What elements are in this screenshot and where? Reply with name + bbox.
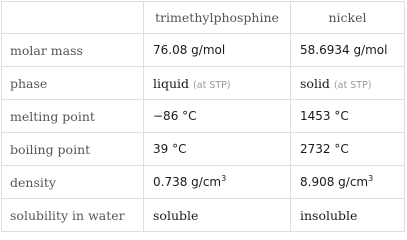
table-row — [2, 100, 405, 133]
row-label-boiling-point: boiling point — [2, 133, 144, 166]
cell-melting-point-nickel: 1453 °C — [291, 100, 405, 133]
comparison-table — [1, 1, 405, 232]
density-value: 8.908 g/cm — [300, 175, 369, 189]
cell-melting-point-trimethylphosphine: −86 °C — [144, 100, 291, 133]
header-nickel: nickel — [291, 2, 405, 34]
row-label-solubility-in-water: solubility in water — [2, 199, 144, 232]
cell-molar-mass-trimethylphosphine: 76.08 g/mol — [144, 34, 291, 67]
cell-boiling-point-trimethylphosphine: 39 °C — [144, 133, 291, 166]
density-exponent: 3 — [368, 174, 374, 183]
phase-note: (at STP) — [333, 79, 372, 91]
cell-solubility-nickel: insoluble — [291, 199, 405, 232]
table-row — [2, 34, 405, 67]
cell-density-nickel — [291, 166, 405, 199]
density-value: 0.738 g/cm — [153, 175, 222, 189]
cell-density-trimethylphosphine — [144, 166, 291, 199]
phase-value: solid — [300, 75, 330, 91]
table-row — [2, 67, 405, 100]
density-exponent: 3 — [221, 174, 227, 183]
cell-phase-nickel — [291, 67, 405, 100]
header-trimethylphosphine: trimethylphosphine — [144, 2, 291, 34]
table-row — [2, 199, 405, 232]
phase-value: liquid — [153, 75, 190, 91]
header-empty-cell — [2, 2, 144, 34]
table-row — [2, 133, 405, 166]
cell-solubility-trimethylphosphine: soluble — [144, 199, 291, 232]
row-label-melting-point: melting point — [2, 100, 144, 133]
row-label-phase: phase — [2, 67, 144, 100]
cell-molar-mass-nickel: 58.6934 g/mol — [291, 34, 405, 67]
cell-boiling-point-nickel: 2732 °C — [291, 133, 405, 166]
table-row — [2, 166, 405, 199]
cell-phase-trimethylphosphine — [144, 67, 291, 100]
row-label-density: density — [2, 166, 144, 199]
phase-note: (at STP) — [193, 79, 231, 91]
header-row — [2, 2, 405, 34]
row-label-molar-mass: molar mass — [2, 34, 144, 67]
